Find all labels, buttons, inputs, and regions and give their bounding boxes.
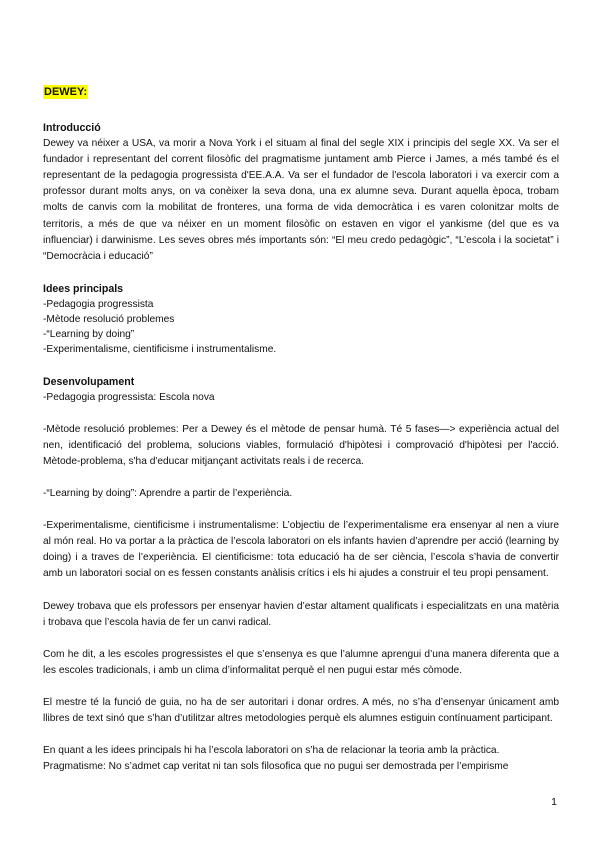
- intro-paragraph: Dewey va néixer a USA, va morir a Nova York i el situam al final del segle XIX i principis del segle XX. Va ser el fundador i representant del corrent filosòfic del pragmatisme juntament amb Pierce i James, a més també és el representant de la pedagogia progressista d'EE.A.A. Va ser el fundador de l'escola laboratori i va exercir com a professor durant molts anys, on va conèixer la seva dona, una ex alumne seva. Durant aquella època, trobam molts de canvis com la mobilitat de fronteres, una forma de vida democràtica i es varen colonitzar molts de territoris, a més de que va néixer en un moment filosòfic on estaven en vigor el yankisme (del que es va influenciar) i darwinisme. Les seves obres més importants són: “El meu credo pedagògic”, “L’escola i la societat” i “Democràcia i educació”: [43, 138, 559, 262]
- list-item: -“Learning by doing”: [43, 329, 135, 341]
- ideas-heading: Idees principals: [43, 282, 124, 295]
- paragraph-progressive-schools: Com he dit, a les escoles progressistes el que s’ensenya es que l’alumne aprengui d’una manera diferenta que a les escoles tradicionals, i amb un clima d’informalitat perquè el nen pugui estar més còmode.: [43, 648, 559, 676]
- document-title: DEWEY:: [44, 86, 88, 98]
- paragraph-experimentalism: -Experimentalisme, cientificisme i instrumentalisme: L’objectiu de l’experimentalisme era ensenyar al nen a viure al món real. Ho va portar a la pràctica de l’escola laboratori on els infants havien d’aprendre per acció (learning by doing) i a traves de l’experiència. El cientificisme: tota educació ha de ser ciència, l’escola s’havia de convertir amb un laboratori social on es fessen constants anàlisis crítics i els hi ajudes a construir el teu propi pensament.: [43, 520, 559, 580]
- document-body: [43, 80, 559, 775]
- paragraph-laboratory-school: En quant a les idees principals hi ha l’escola laboratori on s’ha de relacionar la teoria amb la pràctica.: [43, 745, 500, 757]
- paragraph-teachers: Dewey trobava que els professors per ensenyar havien d’estar altament qualificats i especialitzats en una matèria i trobava que l’escola havia de fer un canvi radical.: [43, 600, 559, 628]
- list-item: -Mètode resolució problemes: [43, 314, 175, 326]
- paragraph-problem-method: -Mètode resolució problemes: Per a Dewey és el mètode de pensar humà. Té 5 fases—> experiència actual del nen, identificació del problema, solucions viables, formulació d'hipòtesi i comprovació d'hipòtesi per l'acció. Mètode-problema, s'ha d'educar mitjançant activitats reals i de recerca.: [43, 423, 559, 467]
- list-item: -Experimentalisme, cientificisme i instrumentalisme.: [43, 344, 277, 356]
- list-item: -Pedagogia progressista: [43, 298, 154, 310]
- development-first-line: -Pedagogia progressista: Escola nova: [43, 391, 215, 403]
- paragraph-learning-by-doing: -“Learning by doing”: Aprendre a partir de l’experiència.: [43, 488, 293, 500]
- paragraph-teacher-role: El mestre té la funció de guia, no ha de ser autoritari i donar ordres. A més, no s’ha d’ensenyar únicament amb llibres de text sinó que s’han d’utilitzar altres metodologies perquè els alumnes estiguin contínuament participant.: [43, 696, 559, 724]
- ideas-list: [43, 297, 559, 358]
- development-heading: Desenvolupament: [43, 375, 135, 388]
- paragraph-pragmatism: Pragmatisme: No s’admet cap veritat ni tan sols filosofica que no pugui ser demostrada per l’empirisme: [43, 761, 509, 773]
- page-number: 1: [551, 796, 557, 808]
- intro-heading: Introducció: [43, 122, 101, 135]
